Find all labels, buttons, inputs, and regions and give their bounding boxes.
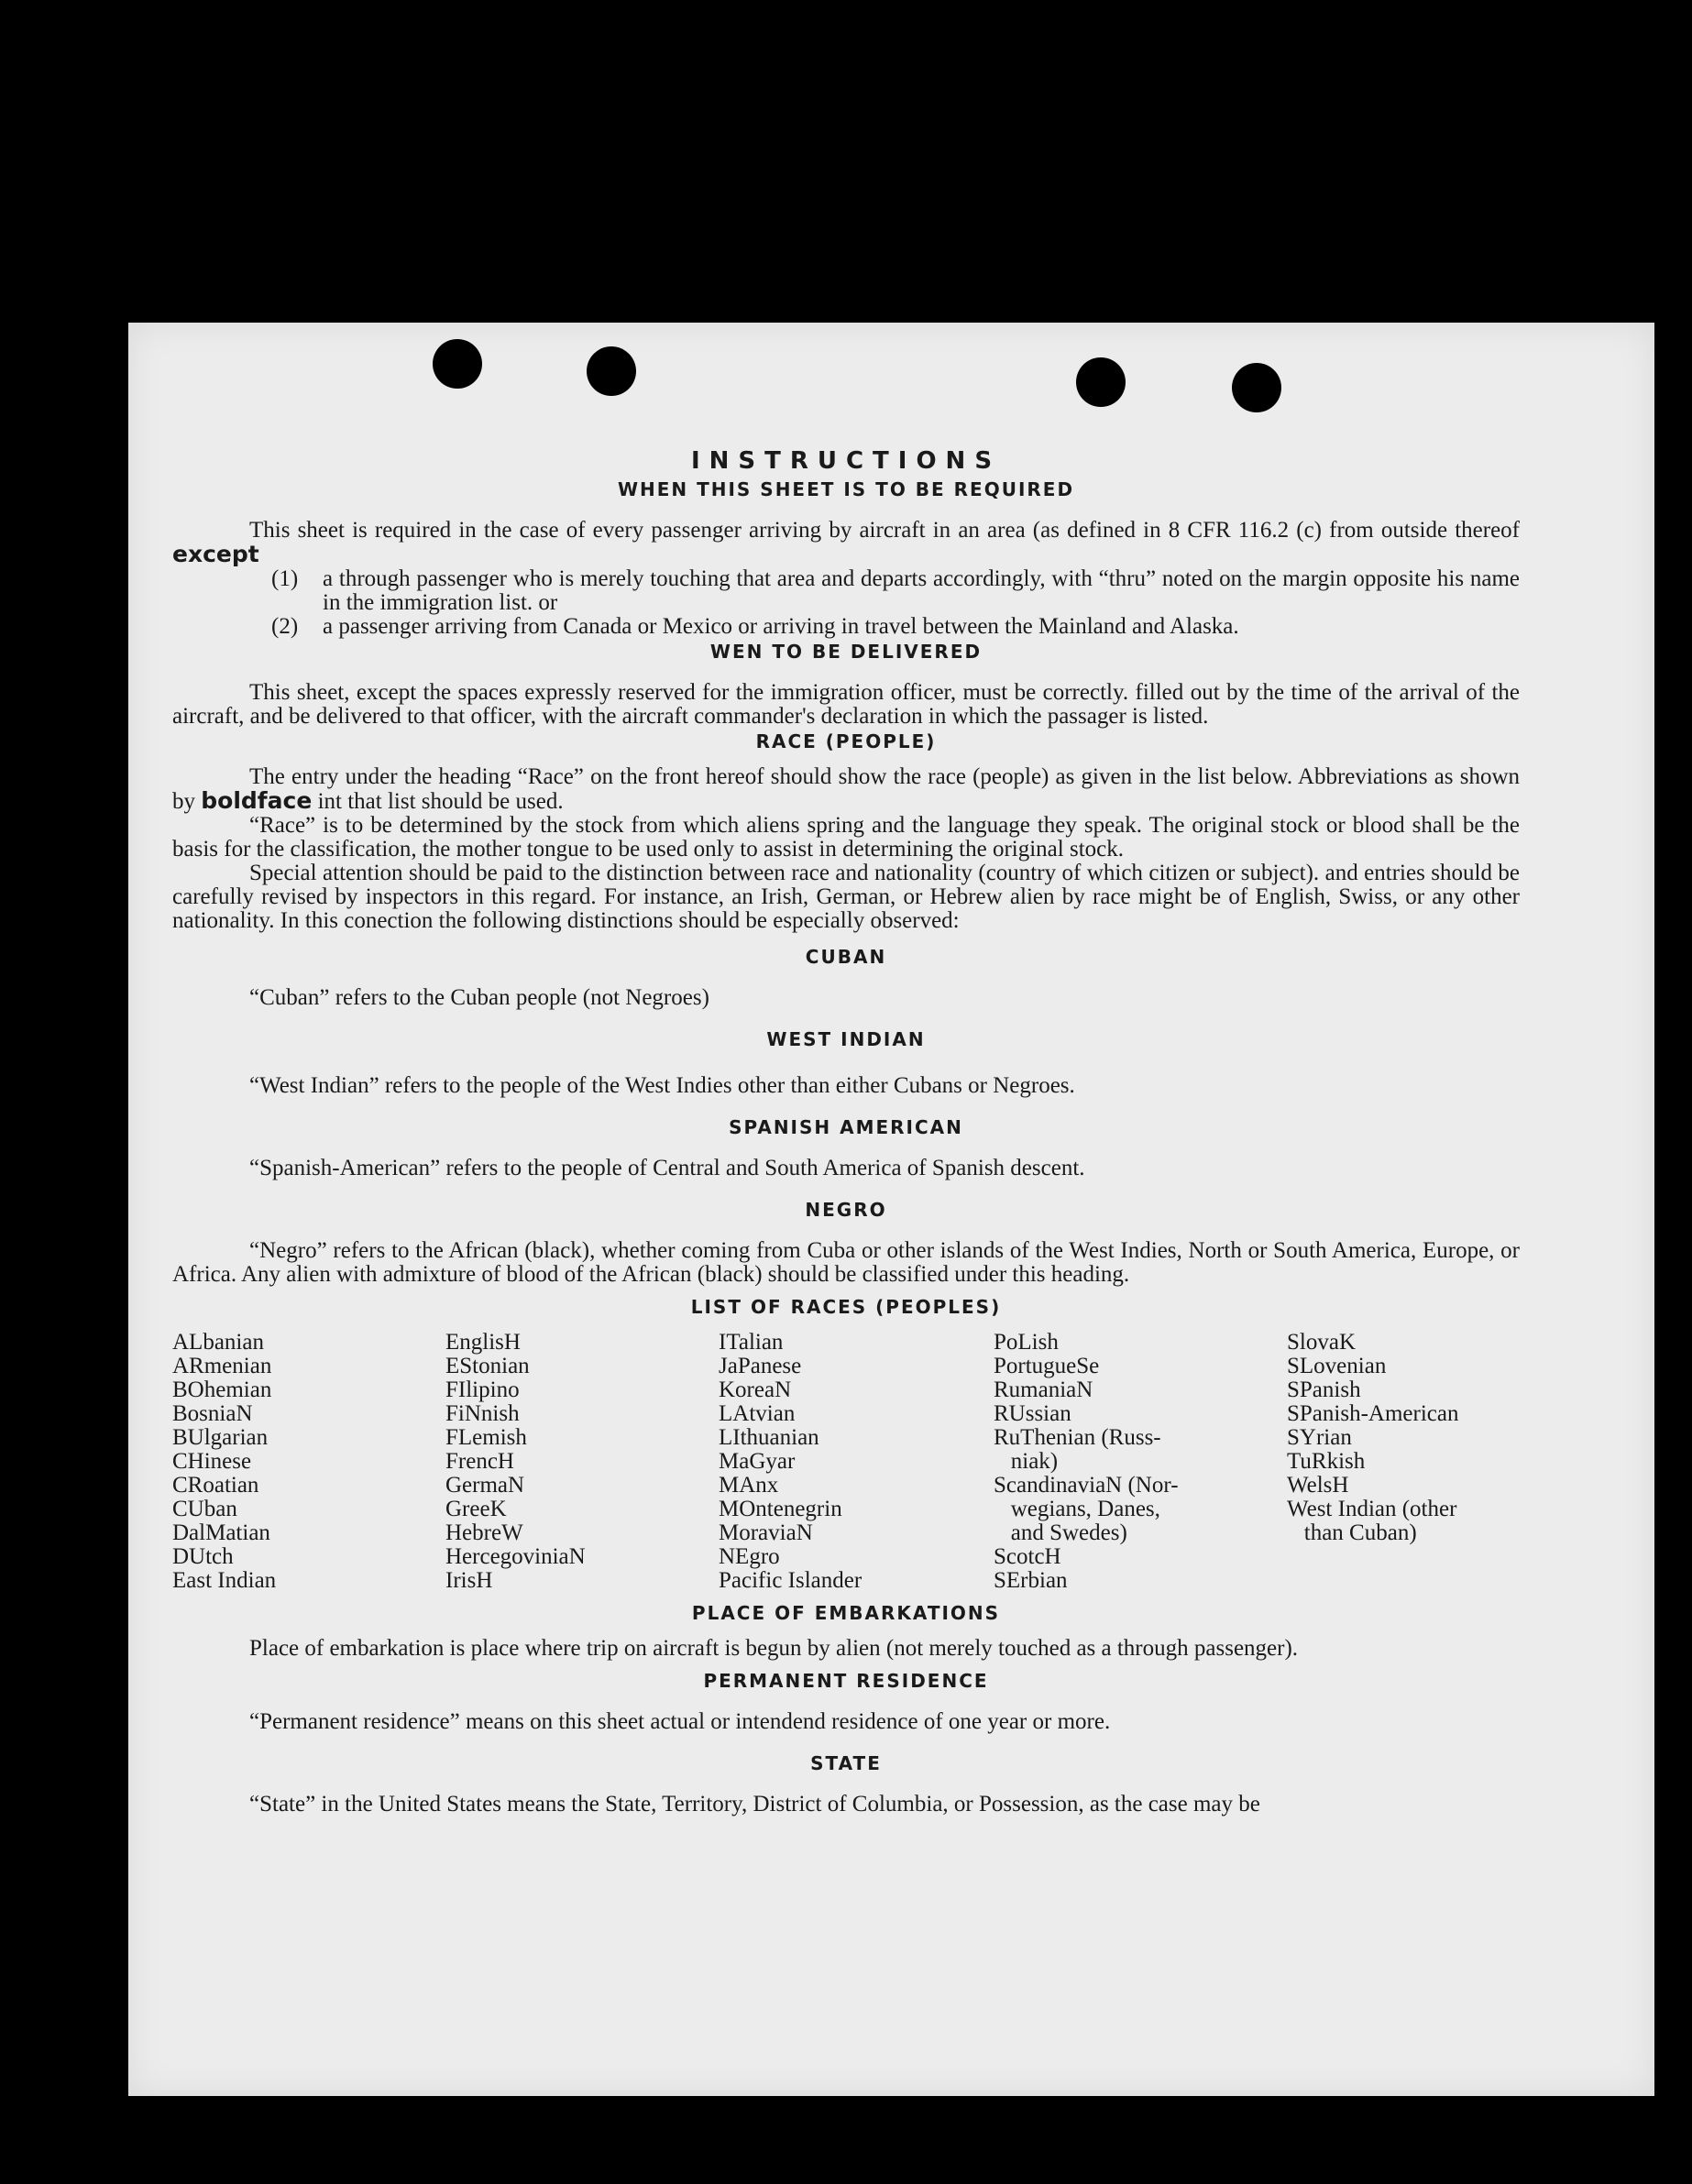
race-entry: MOntenegrin — [719, 1497, 842, 1521]
section-title-west-indian: WEST INDIAN — [766, 1028, 926, 1050]
race-entry: DUtch — [172, 1544, 234, 1569]
race-entry: than Cuban) — [1287, 1520, 1417, 1545]
delivery-paragraph: This sheet, except the spaces expressly reserved for the immigration officer, must be correctly. filled out by the time of the arrival of the aircraft, and be delivered to that officer, with the aircraft commander's declaration in which the passager is listed. — [172, 680, 1520, 729]
race-entry: wegians, Danes, — [994, 1497, 1160, 1521]
document-sheet — [128, 323, 1654, 2096]
race-entry: TuRkish — [1287, 1449, 1366, 1474]
residence-paragraph: “Permanent residence” means on this sheet actual or intendend residence of one year or more. — [249, 1709, 1111, 1734]
cuban-paragraph: “Cuban” refers to the Cuban people (not Negroes) — [249, 985, 709, 1010]
race-paragraph-2: “Race” is to be determined by the stock from which aliens spring and the language they speak. The original stock or blood shall be the basis for the classification, the mother tongue to be used only to assist in determining the original stock. — [172, 813, 1520, 862]
race-entry: ScotcH — [994, 1544, 1061, 1569]
race-entry: FrencH — [445, 1449, 514, 1474]
race-entry: ScandinaviaN (Nor- — [994, 1473, 1179, 1498]
item-number: (1) — [271, 566, 299, 591]
race-column-3 — [719, 1331, 994, 1593]
race-text-a: The entry under the heading “Race” on the front hereof should show the race (people) as given in the list below. Abbreviations as shown by — [172, 764, 1520, 814]
race-column-4 — [994, 1331, 1287, 1593]
race-entry: FIlipino — [445, 1377, 520, 1402]
race-entry: HebreW — [445, 1520, 523, 1545]
race-entry: MaGyar — [719, 1449, 796, 1474]
embarkation-paragraph: Place of embarkation is place where trip on aircraft is begun by alien (not merely touched as a through passenger). — [249, 1636, 1299, 1661]
race-entry: RUssian — [994, 1401, 1071, 1426]
race-entry: CUban — [172, 1497, 237, 1521]
race-entry: IrisH — [445, 1568, 493, 1593]
exception-item-2 — [271, 615, 1520, 639]
punch-hole — [1232, 363, 1281, 412]
race-entry: SlovaK — [1287, 1330, 1356, 1355]
race-entry: RuThenian (Russ- — [994, 1425, 1161, 1450]
race-entry: FiNnish — [445, 1401, 520, 1426]
race-entry: FLemish — [445, 1425, 527, 1450]
exception-item-1 — [271, 567, 1520, 615]
race-entry: ARmenian — [172, 1354, 272, 1378]
race-entry: niak) — [994, 1449, 1059, 1474]
section-title-race-list: LIST OF RACES (PEOPLES) — [690, 1296, 1002, 1318]
race-entry: ITalian — [719, 1330, 784, 1355]
punch-hole — [1076, 357, 1126, 407]
section-title-spanish-american: SPANISH AMERICAN — [729, 1116, 963, 1138]
race-entry: SPanish-American — [1287, 1401, 1459, 1426]
race-entry: and Swedes) — [994, 1520, 1127, 1545]
race-entry: ALbanian — [172, 1330, 264, 1355]
item-number: (2) — [271, 614, 299, 639]
race-entry: Pacific Islander — [719, 1568, 862, 1593]
state-paragraph: “State” in the United States means the State, Territory, District of Columbia, or Possession, as the case may be — [249, 1792, 1260, 1816]
section-title-race: RACE (PEOPLE) — [755, 730, 937, 752]
race-entry: GreeK — [445, 1497, 507, 1521]
race-entry: DalMatian — [172, 1520, 270, 1545]
race-entry: JaPanese — [719, 1354, 802, 1378]
when-required-intro: This sheet is required in the case of every passenger arriving by aircraft in an area (as defined in 8 CFR 116.2 (c) from outside thereof — [249, 518, 1520, 543]
race-entry: PortugueSe — [994, 1354, 1100, 1378]
except-keyword: except — [172, 541, 259, 567]
when-required-paragraph — [172, 519, 1520, 567]
race-list — [172, 1331, 1520, 1593]
race-entry: SLovenian — [1287, 1354, 1387, 1378]
section-title-embarkation: PLACE OF EMBARKATIONS — [691, 1602, 1001, 1624]
item-text: a through passenger who is merely touching that area and departs accordingly, with “thru” noted on the margin opposite his name in the immigration list. or — [323, 566, 1520, 615]
race-entry: West Indian (other — [1287, 1497, 1457, 1521]
race-entry: CRoatian — [172, 1473, 259, 1498]
race-entry: BOhemian — [172, 1377, 272, 1402]
boldface-keyword: boldface — [201, 787, 313, 814]
race-entry: KoreaN — [719, 1377, 792, 1402]
west-indian-paragraph: “West Indian” refers to the people of the West Indies other than either Cubans or Negroes. — [249, 1073, 1075, 1098]
race-entry: BosniaN — [172, 1401, 253, 1426]
section-title-residence: PERMANENT RESIDENCE — [703, 1670, 989, 1692]
race-entry: WelsH — [1287, 1473, 1349, 1498]
race-column-5 — [1287, 1331, 1516, 1593]
race-entry: East Indian — [172, 1568, 277, 1593]
page-title: INSTRUCTIONS — [690, 447, 1002, 475]
race-entry: CHinese — [172, 1449, 252, 1474]
race-entry: NEgro — [719, 1544, 780, 1569]
section-title-when-required: WHEN THIS SHEET IS TO BE REQUIRED — [617, 478, 1075, 500]
section-title-delivery: WEN TO BE DELIVERED — [709, 641, 983, 663]
race-entry: PoLish — [994, 1330, 1059, 1355]
race-entry: BUlgarian — [172, 1425, 269, 1450]
race-entry: HercegoviniaN — [445, 1544, 586, 1569]
punch-hole — [587, 346, 636, 396]
race-entry: LIthuanian — [719, 1425, 819, 1450]
race-entry: EStonian — [445, 1354, 530, 1378]
spanish-american-paragraph: “Spanish-American” refers to the people of Central and South America of Spanish descent. — [249, 1156, 1085, 1180]
race-entry: SErbian — [994, 1568, 1068, 1593]
item-text: a passenger arriving from Canada or Mexico or arriving in travel between the Mainland and Alaska. — [323, 614, 1239, 639]
section-title-negro: NEGRO — [805, 1199, 887, 1221]
race-entry: MoraviaN — [719, 1520, 813, 1545]
section-title-cuban: CUBAN — [805, 946, 887, 968]
race-entry: LAtvian — [719, 1401, 796, 1426]
race-entry: SPanish — [1287, 1377, 1361, 1402]
punch-hole — [433, 339, 482, 389]
section-title-state: STATE — [810, 1752, 882, 1774]
negro-paragraph: “Negro” refers to the African (black), whether coming from Cuba or other islands of the West Indies, North or South America, Europe, or Africa. Any alien with admixture of blood of the African (black) should be classified under this heading. — [172, 1238, 1520, 1287]
race-column-1 — [172, 1331, 445, 1593]
race-entry: GermaN — [445, 1473, 525, 1498]
race-entry: EnglisH — [445, 1330, 521, 1355]
race-paragraph-3: Special attention should be paid to the distinction between race and nationality (country of which citizen or subject). and entries should be carefully revised by inspectors in this regard. For instance, an Irish, German, or Hebrew alien by race might be of English, Swiss, or any other nationality. In this conection the following distinctions should be especially observed: — [172, 861, 1520, 933]
instructions-content — [172, 447, 1520, 1816]
race-paragraph-1 — [172, 765, 1520, 814]
race-entry: SYrian — [1287, 1425, 1352, 1450]
race-text-c: int that list should be used. — [317, 789, 564, 814]
race-column-2 — [445, 1331, 719, 1593]
race-entry: RumaniaN — [994, 1377, 1093, 1402]
race-entry: MAnx — [719, 1473, 779, 1498]
